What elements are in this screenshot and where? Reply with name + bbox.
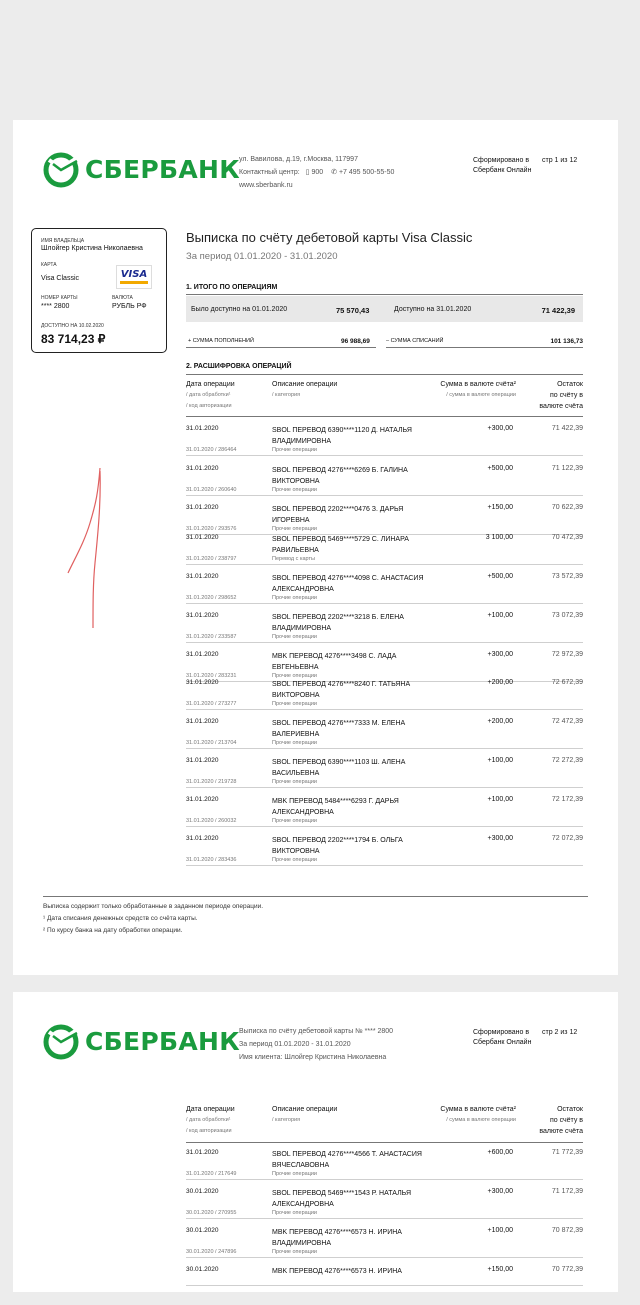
operation-description: MBK ПЕРЕВОД 4276****6573 Н. ИРИНА ВЛАДИМИРОВНА [272,1229,402,1247]
col-date-label: Дата операции [186,381,235,388]
table-row [186,425,583,465]
table-row [186,1188,583,1227]
row-divider [186,455,583,456]
account-balance: 70 622,39 [551,504,583,511]
operation-description: SBOL ПЕРЕВОД 4276****4566 Т. АНАСТАСИЯ ВЯЧЕСЛАВОВНА [272,1151,422,1169]
row-divider [186,1285,583,1286]
row-divider [186,865,583,866]
footnote-2: ¹ Дата списания денежных средств со счёта карты. [43,915,198,922]
formed-line-1: Сформировано в [473,1029,530,1036]
now-available-value: 71 422,39 [541,306,575,315]
col-date-sub2: / код авторизации [186,403,232,409]
col-desc-label: Описание операции [272,1106,338,1113]
operation-date: 31.01.2020 [186,718,219,725]
operation-amount: +100,00 [487,796,513,803]
row-divider [186,495,583,496]
statement-title: Выписка по счёту дебетовой карты Visa Classic [186,230,473,245]
row-divider [186,642,583,643]
col-desc-sub: / категория [272,1117,301,1123]
operation-amount: +200,00 [487,679,513,686]
operation-description: SBOL ПЕРЕВОД 6390****1120 Д. НАТАЛЬЯ ВЛАДИМИРОВНА [272,427,412,445]
col-amount-label: Сумма в валюте счёта² [440,1106,516,1113]
operation-category: Прочие операции [272,487,317,493]
table-row [186,504,583,534]
operation-amount: +300,00 [487,425,513,432]
table-row [186,534,583,573]
card-number: **** 2800 [41,303,70,310]
bank-name: СБЕРБАНК [85,1027,240,1056]
account-balance: 72 272,39 [551,757,583,764]
account-balance: 71 772,39 [551,1149,583,1156]
col-desc-header [272,379,337,401]
account-balance: 72 072,39 [551,835,583,842]
summary-section-title: 1. ИТОГО ПО ОПЕРАЦИЯМ [186,284,278,291]
operation-amount: +100,00 [487,1227,513,1234]
processing-date-code: 31.01.2020 / 283436 [186,857,237,863]
owner-label: ИМЯ ВЛАДЕЛЬЦА [41,238,85,244]
operation-category: Прочие операции [272,740,317,746]
row-divider [186,826,583,827]
card-number-label: НОМЕР КАРТЫ [41,295,78,301]
visa-logo-text: VISA [120,269,148,280]
operation-date: 31.01.2020 [186,534,219,541]
operation-category: Прочие операции [272,673,317,679]
processing-date-code: 30.01.2020 / 270955 [186,1210,237,1216]
account-balance: 72 472,39 [551,718,583,725]
account-balance: 72 172,39 [551,796,583,803]
divider [386,347,583,348]
footnote-1: Выписка содержит только обработанные в заданном периоде операции. [43,903,264,910]
operation-amount: +300,00 [487,651,513,658]
table-row [186,796,583,835]
account-balance: 71 122,39 [551,465,583,472]
col-balance-2: по счёту в [549,1117,583,1124]
processing-date-code: 31.01.2020 / 260640 [186,487,237,493]
col-balance-3: валюте счёта [539,1128,583,1135]
row-divider [186,1218,583,1219]
operation-description: MBK ПЕРЕВОД 5484****6293 Г. ДАРЬЯ АЛЕКСАНДРОВНА [272,798,399,816]
account-balance: 71 422,39 [551,425,583,432]
operation-category: Прочие операции [272,857,317,863]
col-date-header [186,379,235,412]
account-balance: 70 772,39 [551,1266,583,1273]
divider [186,416,583,417]
operation-date: 30.01.2020 [186,1188,219,1195]
table-row [186,573,583,612]
processing-date-code: 31.01.2020 / 260032 [186,818,237,824]
operation-amount: +500,00 [487,573,513,580]
topup-label: + СУММА ПОПОЛНЕНИЙ [188,338,254,344]
formed-in [473,156,531,176]
owner-name: Шлойгер Кристина Николаевна [41,245,143,252]
page2-header-line1: Выписка по счёту дебетовой карты № **** 2800 [239,1028,394,1035]
operation-date: 31.01.2020 [186,612,219,619]
processing-date-code: 31.01.2020 / 217649 [186,1171,237,1177]
table-row [186,835,583,874]
processing-date-code: 31.01.2020 / 273277 [186,701,237,707]
operation-description: SBOL ПЕРЕВОД 2202****3218 Б. ЕЛЕНА ВЛАДИМИРОВНА [272,614,404,632]
sberbank-logo-icon [43,152,79,188]
was-available-label: Было доступно на 01.01.2020 [191,306,288,313]
operation-description: MBK ПЕРЕВОД 4276****6573 Н. ИРИНА [272,1268,402,1275]
phone-icon: ✆ [331,169,337,176]
operation-amount: +150,00 [487,1266,513,1273]
operation-amount: 3 100,00 [485,534,513,541]
operation-description: SBOL ПЕРЕВОД 5469****1543 Р. НАТАЛЬЯ АЛЕКСАНДРОВНА [272,1190,412,1208]
col-date-label: Дата операции [186,1106,235,1113]
operation-date: 31.01.2020 [186,835,219,842]
account-balance: 73 572,39 [551,573,583,580]
row-divider [186,603,583,604]
formed-line-2: Сбербанк Онлайн [473,1039,532,1046]
operation-description: SBOL ПЕРЕВОД 4276****7333 М. ЕЛЕНА ВАЛЕРИЕВНА [272,720,406,738]
operation-category: Прочие операции [272,526,317,532]
bank-name: СБЕРБАНК [85,155,240,184]
account-balance: 70 472,39 [551,534,583,541]
visa-stripe [120,281,148,284]
formed-in [473,1028,531,1048]
statement-page-2 [13,992,618,1292]
row-divider [186,1179,583,1180]
col-balance-2: по счёту в [549,392,583,399]
operation-description: SBOL ПЕРЕВОД 2202****0476 З. ДАРЬЯ ИГОРЕВНА [272,506,404,524]
account-balance: 71 172,39 [551,1188,583,1195]
operation-category: Прочие операции [272,447,317,453]
was-available-value: 75 570,43 [336,306,370,315]
operation-category: Прочие операции [272,1210,317,1216]
operation-date: 30.01.2020 [186,1266,219,1273]
col-balance-1: Остаток [557,1106,583,1113]
col-date-sub1: / дата обработки¹ [186,392,231,398]
divider [186,347,376,348]
row-divider [186,709,583,710]
operation-date: 31.01.2020 [186,796,219,803]
col-amount-sub: / сумма в валюте операции [446,1117,516,1123]
processing-date-code: 31.01.2020 / 298652 [186,595,237,601]
col-balance-3: валюте счёта [539,403,583,410]
col-balance-header [539,379,583,412]
operation-date: 31.01.2020 [186,573,219,580]
col-balance-header [539,1104,583,1137]
row-divider [186,748,583,749]
debit-value: 101 136,73 [550,338,583,345]
bank-address: ул. Вавилова, д.19, г.Москва, 117997 [239,156,358,163]
processing-date-code: 31.01.2020 / 213704 [186,740,237,746]
footer-divider [43,896,588,897]
table-row [186,612,583,651]
table-row [186,1266,583,1305]
account-balance: 72 972,39 [551,651,583,658]
operation-date: 31.01.2020 [186,757,219,764]
card-type: Visa Classic [41,275,79,282]
processing-date-code: 31.01.2020 / 283231 [186,673,237,679]
visa-logo-icon [116,265,152,289]
processing-date-code: 31.01.2020 / 219728 [186,779,237,785]
table-row [186,757,583,796]
card-label: КАРТА [41,262,57,268]
card-info-box [31,228,167,353]
operation-category: Прочие операции [272,779,317,785]
processing-date-code: 31.01.2020 / 233587 [186,634,237,640]
page2-header-line3: Имя клиента: Шлойгер Кристина Николаевна [239,1054,387,1061]
statement-period: За период 01.01.2020 - 31.01.2020 [186,251,338,262]
available-label: ДОСТУПНО НА 10.02.2020 [41,323,104,329]
topup-value: 96 988,69 [341,338,370,345]
table-row [186,651,583,679]
operation-description: SBOL ПЕРЕВОД 4276****6269 Б. ГАЛИНА ВИКТОРОВНА [272,467,408,485]
operations-section-title: 2. РАСШИФРОВКА ОПЕРАЦИЙ [186,363,292,370]
page-number: стр 1 из 12 [542,157,578,164]
summary-box [186,296,583,322]
contact-short: 900 [311,169,324,176]
operation-date: 31.01.2020 [186,465,219,472]
processing-date-code: 31.01.2020 / 286464 [186,447,237,453]
page2-header-line2: За период 01.01.2020 - 31.01.2020 [239,1041,351,1048]
footnotes [43,901,263,937]
formed-line-2: Сбербанк Онлайн [473,167,532,174]
operation-description: SBOL ПЕРЕВОД 5469****5729 С. ЛИНАРА РАВИЛЬЕВНА [272,536,409,554]
col-desc-sub: / категория [272,392,301,398]
operation-category: Прочие операции [272,634,317,640]
operation-amount: +100,00 [487,612,513,619]
currency-label: ВАЛЮТА [112,295,133,301]
operation-amount: +500,00 [487,465,513,472]
row-divider [186,564,583,565]
processing-date-code: 31.01.2020 / 293576 [186,526,237,532]
col-amount-label: Сумма в валюте счёта² [440,381,516,388]
row-divider [186,1257,583,1258]
table-row [186,718,583,757]
processing-date-code: 31.01.2020 / 238797 [186,556,237,562]
col-date-sub1: / дата обработки¹ [186,1117,231,1123]
page-number: стр 2 из 12 [542,1029,578,1036]
operation-amount: +300,00 [487,1188,513,1195]
col-amount-header [440,1104,516,1126]
available-value: 83 714,23 ₽ [41,332,106,346]
account-balance: 73 072,39 [551,612,583,619]
operation-date: 31.01.2020 [186,425,219,432]
operation-amount: +150,00 [487,504,513,511]
col-balance-1: Остаток [557,381,583,388]
now-available-label: Доступно на 31.01.2020 [394,306,472,313]
contact-label: Контактный центр: [239,169,300,176]
table-row [186,465,583,504]
operation-description: SBOL ПЕРЕВОД 2202****1794 Б. ОЛЬГА ВИКТОРОВНА [272,837,403,855]
col-desc-label: Описание операции [272,381,338,388]
col-date-sub2: / код авторизации [186,1128,232,1134]
col-date-header [186,1104,235,1137]
contact-line [239,166,394,179]
table-row [186,1227,583,1266]
sberbank-logo-icon [43,1024,79,1060]
operation-category: Перевод с карты [272,556,315,562]
bank-website: www.sberbank.ru [239,182,293,189]
operation-amount: +600,00 [487,1149,513,1156]
currency-value: РУБЛЬ РФ [112,303,147,310]
divider [186,294,583,295]
processing-date-code: 30.01.2020 / 247896 [186,1249,237,1255]
mobile-icon: ▯ [305,169,310,176]
col-desc-header [272,1104,337,1126]
footnote-3: ² По курсу банка на дату обработки операции. [43,927,183,934]
divider [186,1142,583,1143]
col-amount-header [440,379,516,401]
operation-category: Прочие операции [272,595,317,601]
operation-date: 31.01.2020 [186,651,219,658]
operation-date: 30.01.2020 [186,1227,219,1234]
operation-date: 31.01.2020 [186,504,219,511]
operation-description: SBOL ПЕРЕВОД 4276****8240 Г. ТАТЬЯНА ВИКТОРОВНА [272,681,411,699]
pen-annotation-mark [60,463,108,633]
operation-category: Прочие операции [272,701,317,707]
operation-date: 31.01.2020 [186,679,219,686]
table-row [186,679,583,718]
formed-line-1: Сформировано в [473,157,530,164]
operation-category: Прочие операции [272,1249,317,1255]
operation-amount: +300,00 [487,835,513,842]
operation-description: MBK ПЕРЕВОД 4276****3498 С. ЛАДА ЕВГЕНЬЕВНА [272,653,397,671]
account-balance: 72 672,39 [551,679,583,686]
operation-amount: +100,00 [487,757,513,764]
operation-amount: +200,00 [487,718,513,725]
col-amount-sub: / сумма в валюте операции [446,392,516,398]
row-divider [186,787,583,788]
divider [186,374,583,375]
operation-category: Прочие операции [272,1171,317,1177]
operation-description: SBOL ПЕРЕВОД 4276****4098 С. АНАСТАСИЯ АЛЕКСАНДРОВНА [272,575,424,593]
operation-date: 31.01.2020 [186,1149,219,1156]
table-row [186,1149,583,1188]
debit-label: – СУММА СПИСАНИЙ [386,338,444,344]
account-balance: 70 872,39 [551,1227,583,1234]
contact-phone: +7 495 500-55-50 [338,169,395,176]
operation-category: Прочие операции [272,818,317,824]
operation-description: SBOL ПЕРЕВОД 6390****1103 Ш. АЛЕНА ВАСИЛЬЕВНА [272,759,406,777]
